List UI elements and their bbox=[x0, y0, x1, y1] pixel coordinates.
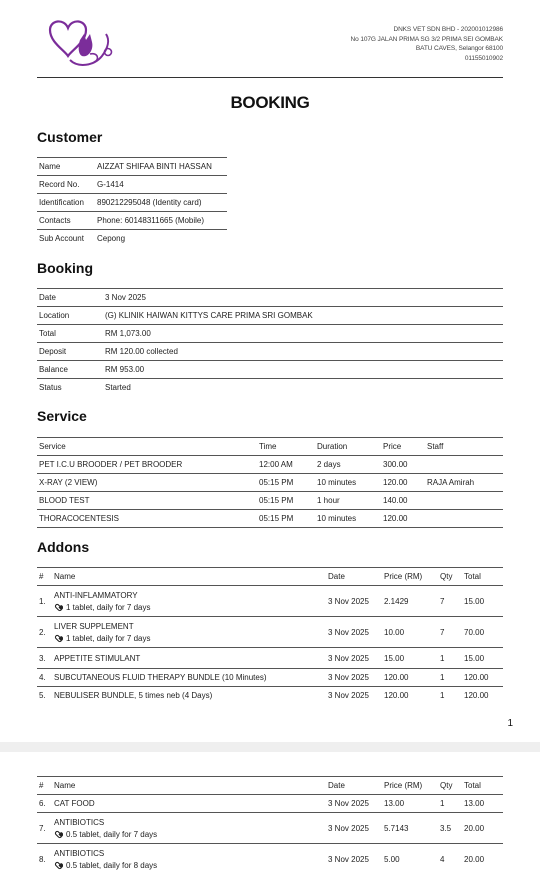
pill-icon bbox=[54, 603, 63, 612]
addon-total: 20.00 bbox=[464, 854, 485, 864]
column-header: Price (RM) bbox=[382, 777, 438, 795]
column-header: Date bbox=[326, 568, 382, 586]
service-staff bbox=[425, 510, 503, 528]
table-row bbox=[37, 343, 503, 361]
column-header: Price (RM) bbox=[382, 568, 438, 586]
addon-date: 3 Nov 2025 bbox=[326, 795, 382, 813]
row-number: 8. bbox=[39, 854, 46, 864]
addon-name-cell bbox=[52, 813, 326, 844]
service-price: 120.00 bbox=[381, 474, 425, 492]
table-row bbox=[37, 586, 503, 617]
customer-section-title: Customer bbox=[37, 129, 103, 145]
addons-section-title: Addons bbox=[37, 539, 90, 555]
table-row bbox=[37, 158, 227, 176]
row-value: G-1414 bbox=[95, 176, 227, 194]
table-row bbox=[37, 307, 503, 325]
table-row bbox=[37, 492, 503, 510]
table-row bbox=[37, 230, 227, 248]
booking-section-title: Booking bbox=[37, 260, 93, 276]
service-table bbox=[37, 437, 503, 528]
row-label: Location bbox=[37, 307, 103, 325]
addons-table-continued bbox=[37, 776, 503, 875]
row-value: Started bbox=[105, 383, 131, 393]
dose-text: 0.5 tablet, daily for 8 days bbox=[66, 860, 158, 870]
addon-name: LIVER SUPPLEMENT bbox=[54, 621, 134, 631]
booking-table bbox=[37, 288, 503, 397]
addon-date: 3 Nov 2025 bbox=[326, 617, 382, 648]
page-break bbox=[0, 742, 540, 752]
table-row bbox=[37, 212, 227, 230]
company-line: BATU CAVES, Selangor 68100 bbox=[415, 45, 503, 52]
table-row bbox=[37, 289, 503, 307]
page-2 bbox=[0, 752, 540, 892]
table-row bbox=[37, 176, 227, 194]
customer-table bbox=[37, 157, 227, 248]
row-label: Contacts bbox=[37, 212, 95, 230]
service-price: 300.00 bbox=[381, 456, 425, 474]
row-value: (G) KLINIK HAIWAN KITTYS CARE PRIMA SRI GOMBAK bbox=[103, 307, 503, 325]
table-row bbox=[37, 813, 503, 844]
company-line: DNKS VET SDN BHD - 202001012986 bbox=[393, 26, 503, 33]
service-name: X-RAY (2 VIEW) bbox=[37, 474, 257, 492]
row-label: Name bbox=[37, 158, 95, 176]
row-label: Sub Account bbox=[39, 234, 84, 244]
addon-dose bbox=[54, 861, 324, 870]
table-row bbox=[37, 379, 503, 397]
dose-text: 0.5 tablet, daily for 7 days bbox=[66, 829, 158, 839]
column-header: Service bbox=[37, 438, 257, 456]
table-header-row bbox=[37, 777, 503, 795]
addon-qty: 7 bbox=[438, 617, 462, 648]
service-time: 05:15 PM bbox=[257, 492, 315, 510]
row-label: Record No. bbox=[37, 176, 95, 194]
addon-name: ANTI-INFLAMMATORY bbox=[54, 590, 138, 600]
addon-date: 3 Nov 2025 bbox=[326, 813, 382, 844]
table-header-row bbox=[37, 438, 503, 456]
row-value: Phone: 60148311665 (Mobile) bbox=[95, 212, 227, 230]
row-number: 5. bbox=[39, 690, 46, 700]
row-label: Identification bbox=[37, 194, 95, 212]
table-row bbox=[37, 795, 503, 813]
row-number: 4. bbox=[37, 669, 52, 687]
addon-price: 10.00 bbox=[382, 617, 438, 648]
column-header: Time bbox=[257, 438, 315, 456]
company-line: 01155010902 bbox=[464, 54, 503, 62]
row-label: Balance bbox=[37, 361, 103, 379]
addon-price: 120.00 bbox=[384, 690, 409, 700]
addon-name: ANTIBIOTICS bbox=[54, 817, 105, 827]
table-row bbox=[37, 456, 503, 474]
row-value: 3 Nov 2025 bbox=[103, 289, 503, 307]
column-header: Price bbox=[381, 438, 425, 456]
pill-icon bbox=[54, 634, 63, 643]
addon-total: 120.00 bbox=[462, 669, 503, 687]
addon-name-cell bbox=[52, 617, 326, 648]
table-row bbox=[37, 844, 503, 875]
service-staff: RAJA Amirah bbox=[425, 474, 503, 492]
table-row bbox=[37, 361, 503, 379]
addon-name: SUBCUTANEOUS FLUID THERAPY BUNDLE (10 Minutes) bbox=[52, 669, 326, 687]
addon-total: 20.00 bbox=[462, 813, 503, 844]
addon-total: 70.00 bbox=[462, 617, 503, 648]
service-section-title: Service bbox=[37, 408, 87, 424]
column-header: # bbox=[37, 777, 52, 795]
addon-qty: 1 bbox=[438, 648, 462, 669]
service-name: PET I.C.U BROODER / PET BROODER bbox=[37, 456, 257, 474]
addon-dose bbox=[54, 634, 324, 643]
addon-date: 3 Nov 2025 bbox=[326, 669, 382, 687]
column-header: Total bbox=[462, 568, 503, 586]
row-number: 7. bbox=[37, 813, 52, 844]
addon-qty: 4 bbox=[440, 854, 445, 864]
addon-price: 13.00 bbox=[382, 795, 438, 813]
company-address bbox=[351, 25, 503, 63]
row-value: RM 1,073.00 bbox=[103, 325, 503, 343]
service-time: 05:15 PM bbox=[257, 474, 315, 492]
addon-price: 5.7143 bbox=[382, 813, 438, 844]
column-header: Qty bbox=[438, 568, 462, 586]
service-staff bbox=[425, 492, 503, 510]
addon-name: APPETITE STIMULANT bbox=[52, 648, 326, 669]
table-row bbox=[37, 194, 227, 212]
table-row bbox=[37, 648, 503, 669]
row-number: 6. bbox=[37, 795, 52, 813]
service-price: 120.00 bbox=[381, 510, 425, 528]
service-duration: 10 minutes bbox=[315, 474, 381, 492]
addon-date: 3 Nov 2025 bbox=[328, 854, 369, 864]
row-value: RM 120.00 collected bbox=[103, 343, 503, 361]
pill-icon bbox=[54, 830, 63, 839]
dose-text: 1 tablet, daily for 7 days bbox=[66, 602, 151, 612]
addon-qty: 3.5 bbox=[438, 813, 462, 844]
row-label: Date bbox=[37, 289, 103, 307]
addon-date: 3 Nov 2025 bbox=[326, 586, 382, 617]
document-title: BOOKING bbox=[230, 93, 310, 112]
addon-dose bbox=[54, 830, 324, 839]
service-duration: 10 minutes bbox=[315, 510, 381, 528]
table-row bbox=[37, 325, 503, 343]
column-header: Name bbox=[52, 777, 326, 795]
column-header: Name bbox=[52, 568, 326, 586]
table-header-row bbox=[37, 568, 503, 586]
service-name: THORACOCENTESIS bbox=[37, 510, 257, 528]
addon-total: 15.00 bbox=[462, 586, 503, 617]
service-duration: 1 hour bbox=[315, 492, 381, 510]
header-divider bbox=[37, 77, 503, 78]
row-number: 3. bbox=[37, 648, 52, 669]
service-time: 05:15 PM bbox=[257, 510, 315, 528]
addon-name: NEBULISER BUNDLE, 5 times neb (4 Days) bbox=[54, 690, 213, 700]
row-value: RM 953.00 bbox=[103, 361, 503, 379]
column-header: # bbox=[37, 568, 52, 586]
addon-price: 2.1429 bbox=[382, 586, 438, 617]
service-name: BLOOD TEST bbox=[37, 492, 257, 510]
row-number: 2. bbox=[37, 617, 52, 648]
addon-name-cell bbox=[52, 844, 326, 875]
addon-qty: 1 bbox=[438, 669, 462, 687]
table-row bbox=[37, 687, 503, 704]
table-row bbox=[37, 669, 503, 687]
addon-qty: 1 bbox=[440, 690, 445, 700]
table-row bbox=[37, 474, 503, 492]
table-row bbox=[37, 510, 503, 528]
addon-date: 3 Nov 2025 bbox=[326, 648, 382, 669]
addon-price: 5.00 bbox=[384, 854, 400, 864]
row-value: Cepong bbox=[97, 234, 126, 244]
row-label: Deposit bbox=[37, 343, 103, 361]
service-time: 12:00 AM bbox=[257, 456, 315, 474]
addon-name: ANTIBIOTICS bbox=[54, 848, 105, 858]
addon-name: CAT FOOD bbox=[52, 795, 326, 813]
table-row bbox=[37, 617, 503, 648]
row-value: 890212295048 (Identity card) bbox=[95, 194, 227, 212]
addon-price: 15.00 bbox=[382, 648, 438, 669]
column-header: Date bbox=[326, 777, 382, 795]
addon-total: 120.00 bbox=[464, 690, 489, 700]
row-label: Status bbox=[39, 383, 62, 393]
company-line: No 107G JALAN PRIMA SG 3/2 PRIMA SEI GOMBAK bbox=[350, 35, 503, 43]
page-number: 1 bbox=[507, 718, 513, 729]
addon-name-cell bbox=[52, 586, 326, 617]
dose-text: 1 tablet, daily for 7 days bbox=[66, 633, 151, 643]
addon-qty: 1 bbox=[438, 795, 462, 813]
addon-total: 13.00 bbox=[462, 795, 503, 813]
kittys-care-logo bbox=[40, 16, 118, 72]
addon-date: 3 Nov 2025 bbox=[328, 690, 369, 700]
column-header: Staff bbox=[425, 438, 503, 456]
row-label: Total bbox=[37, 325, 103, 343]
column-header: Duration bbox=[315, 438, 381, 456]
column-header: Total bbox=[462, 777, 503, 795]
addon-qty: 7 bbox=[438, 586, 462, 617]
service-duration: 2 days bbox=[315, 456, 381, 474]
addon-price: 120.00 bbox=[382, 669, 438, 687]
service-price: 140.00 bbox=[381, 492, 425, 510]
column-header: Qty bbox=[438, 777, 462, 795]
service-staff bbox=[425, 456, 503, 474]
addon-total: 15.00 bbox=[462, 648, 503, 669]
addon-dose bbox=[54, 603, 324, 612]
row-number: 1. bbox=[37, 586, 52, 617]
row-value: AIZZAT SHIFAA BINTI HASSAN bbox=[95, 158, 227, 176]
addons-table bbox=[37, 567, 503, 704]
pill-icon bbox=[54, 861, 63, 870]
